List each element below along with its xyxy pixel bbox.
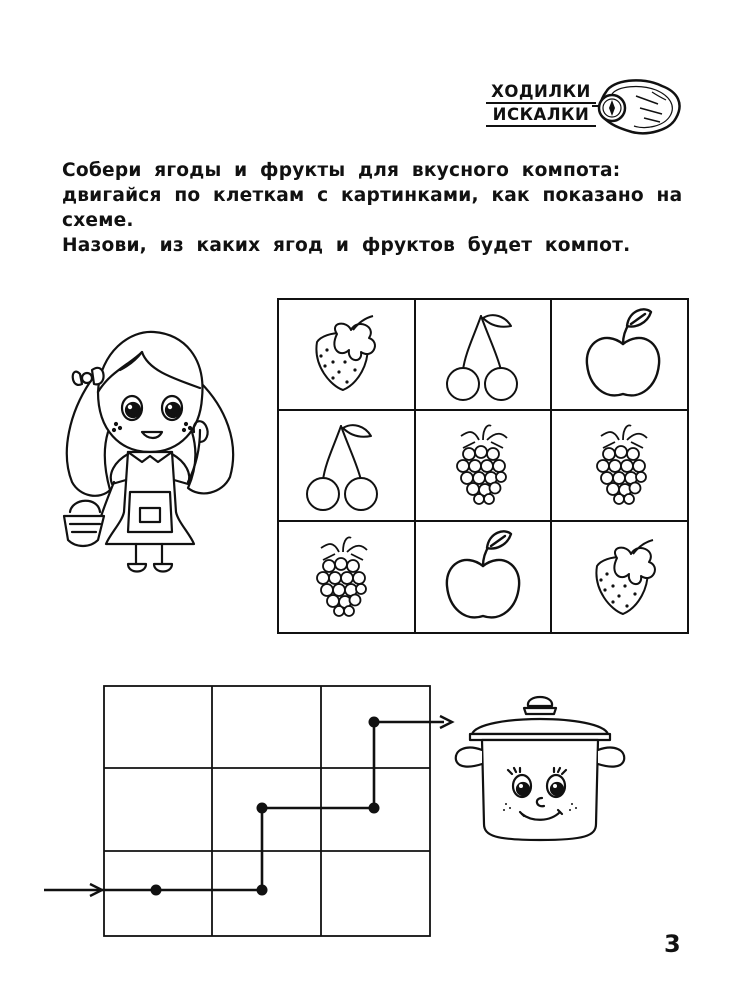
cell-raspberry-1	[457, 425, 507, 504]
cell-apple-1	[587, 309, 659, 395]
instruction-paragraph-1: Собери ягоды и фрукты для вкусного компота: двигайся по клеткам с картинками, как показано на схеме.	[62, 160, 683, 231]
cell-cherry-1	[447, 315, 517, 400]
badge-title-line2: ИСКАЛКИ	[486, 105, 596, 127]
instructions	[62, 158, 692, 258]
route-dot	[369, 803, 380, 814]
fruit-grid	[277, 298, 689, 634]
route-dot	[257, 885, 268, 896]
cell-raspberry-2	[597, 425, 647, 504]
route-dot	[151, 885, 162, 896]
section-badge	[486, 78, 686, 130]
magnifier-compass-icon	[592, 78, 686, 138]
girl-illustration	[50, 312, 250, 582]
instruction-paragraph-2: Назови, из каких ягод и фруктов будет компот.	[62, 235, 631, 256]
route-dot	[257, 803, 268, 814]
cell-strawberry-1	[316, 316, 375, 390]
badge-title-line1: ХОДИЛКИ	[486, 82, 596, 104]
route-dot	[369, 717, 380, 728]
path-scheme	[40, 680, 460, 942]
cell-cherry-2	[307, 425, 377, 510]
cell-raspberry-3	[317, 537, 367, 616]
page-number: 3	[664, 930, 681, 958]
cell-apple-2	[447, 531, 519, 617]
pot-illustration	[450, 688, 630, 848]
cell-strawberry-2	[596, 540, 655, 614]
